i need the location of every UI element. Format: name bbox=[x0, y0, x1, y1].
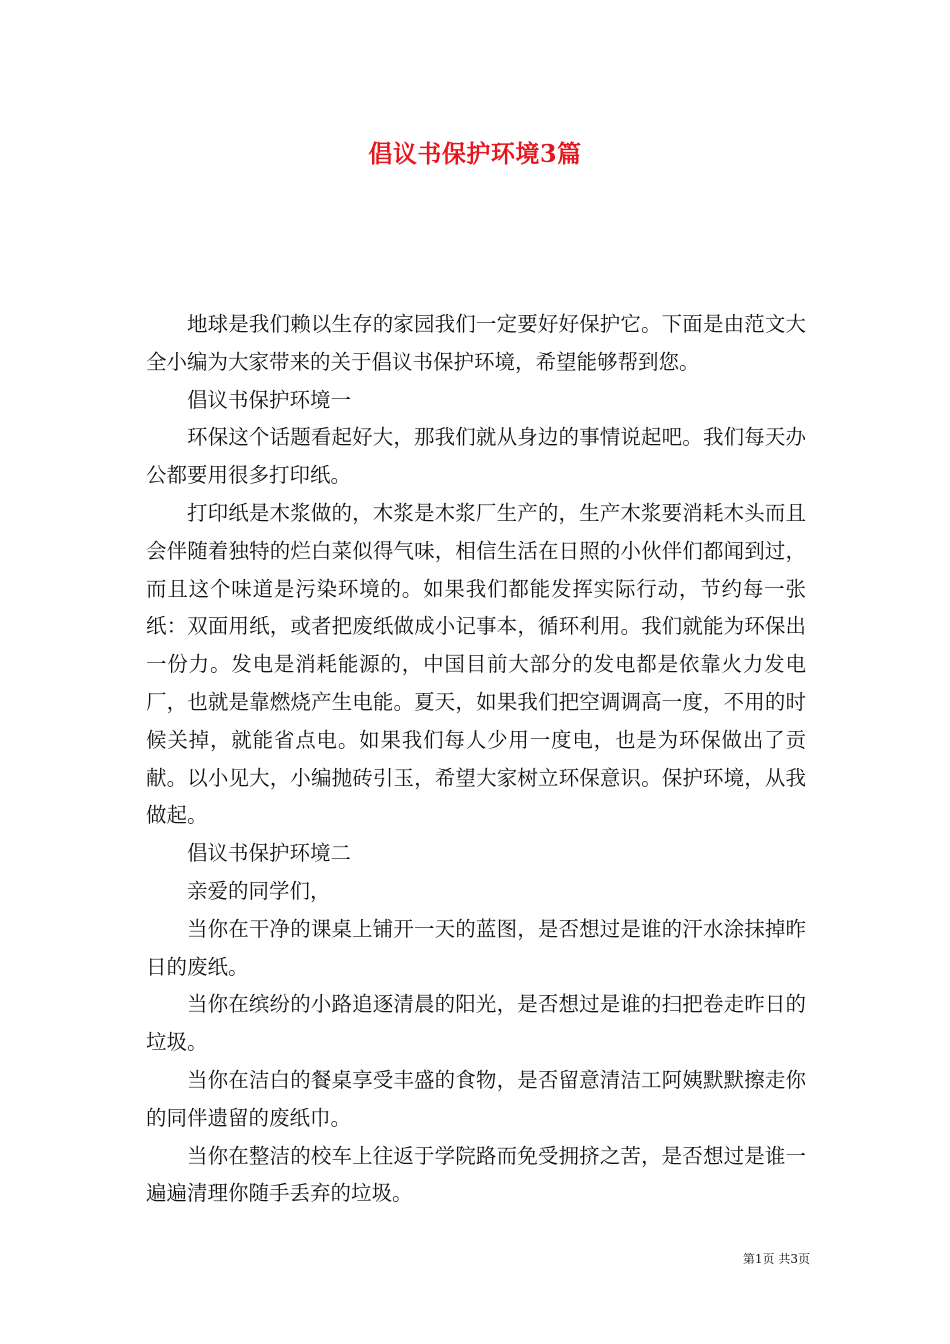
paragraph-intro: 地球是我们赖以生存的家园我们一定要好好保护它。下面是由范文大全小编为大家带来的关于倡议书保护环境，希望能够帮到您。 bbox=[146, 312, 806, 374]
section-heading-one: 倡议书保护环境一 bbox=[187, 387, 351, 412]
paragraph: 当你在整洁的校车上往返于学院路而免受拥挤之苦，是否想过是谁一遍遍清理你随手丢弃的垃圾。 bbox=[146, 1143, 806, 1206]
salutation: 亲爱的同学们， bbox=[187, 878, 331, 903]
section-heading-two: 倡议书保护环境二 bbox=[187, 841, 351, 866]
paragraph: 当你在洁白的餐桌享受丰盛的食物，是否留意清洁工阿姨默默擦走你的同伴遗留的废纸巾。 bbox=[146, 1067, 806, 1130]
paragraph: 当你在缤纷的小路追逐清晨的阳光，是否想过是谁的扫把卷走昨日的垃圾。 bbox=[146, 992, 806, 1055]
document-body bbox=[146, 306, 806, 1213]
page-number: 第1页 共3页 bbox=[742, 1252, 810, 1266]
paragraph: 当你在干净的课桌上铺开一天的蓝图，是否想过是谁的汗水涂抹掉昨日的废纸。 bbox=[146, 916, 806, 979]
paragraph: 环保这个话题看起好大，那我们就从身边的事情说起吧。我们每天办公都要用很多打印纸。 bbox=[146, 425, 806, 488]
document-title: 倡议书保护环境3篇 bbox=[368, 139, 582, 168]
paragraph: 打印纸是木浆做的，木浆是木浆厂生产的，生产木浆要消耗木头而且会伴随着独特的烂白菜似得气味，相信生活在日照的小伙伴们都闻到过，而且这个味道是污染环境的。如果我们都能发挥实际行动，节约每一张纸：双面用纸，或者把废纸做成小记事本，循环利用。我们就能为环保出一份力。发电是消耗能源的，中国目前大部分的发电都是依靠火力发电厂，也就是靠燃烧产生电能。夏天，如果我们把空调调高一度，不用的时候关掉，就能省点电。如果我们每人少用一度电，也是为环保做出了贡献。以小见大，小编抛砖引玉，希望大家树立环保意识。保护环境，从我做起。 bbox=[146, 500, 806, 828]
